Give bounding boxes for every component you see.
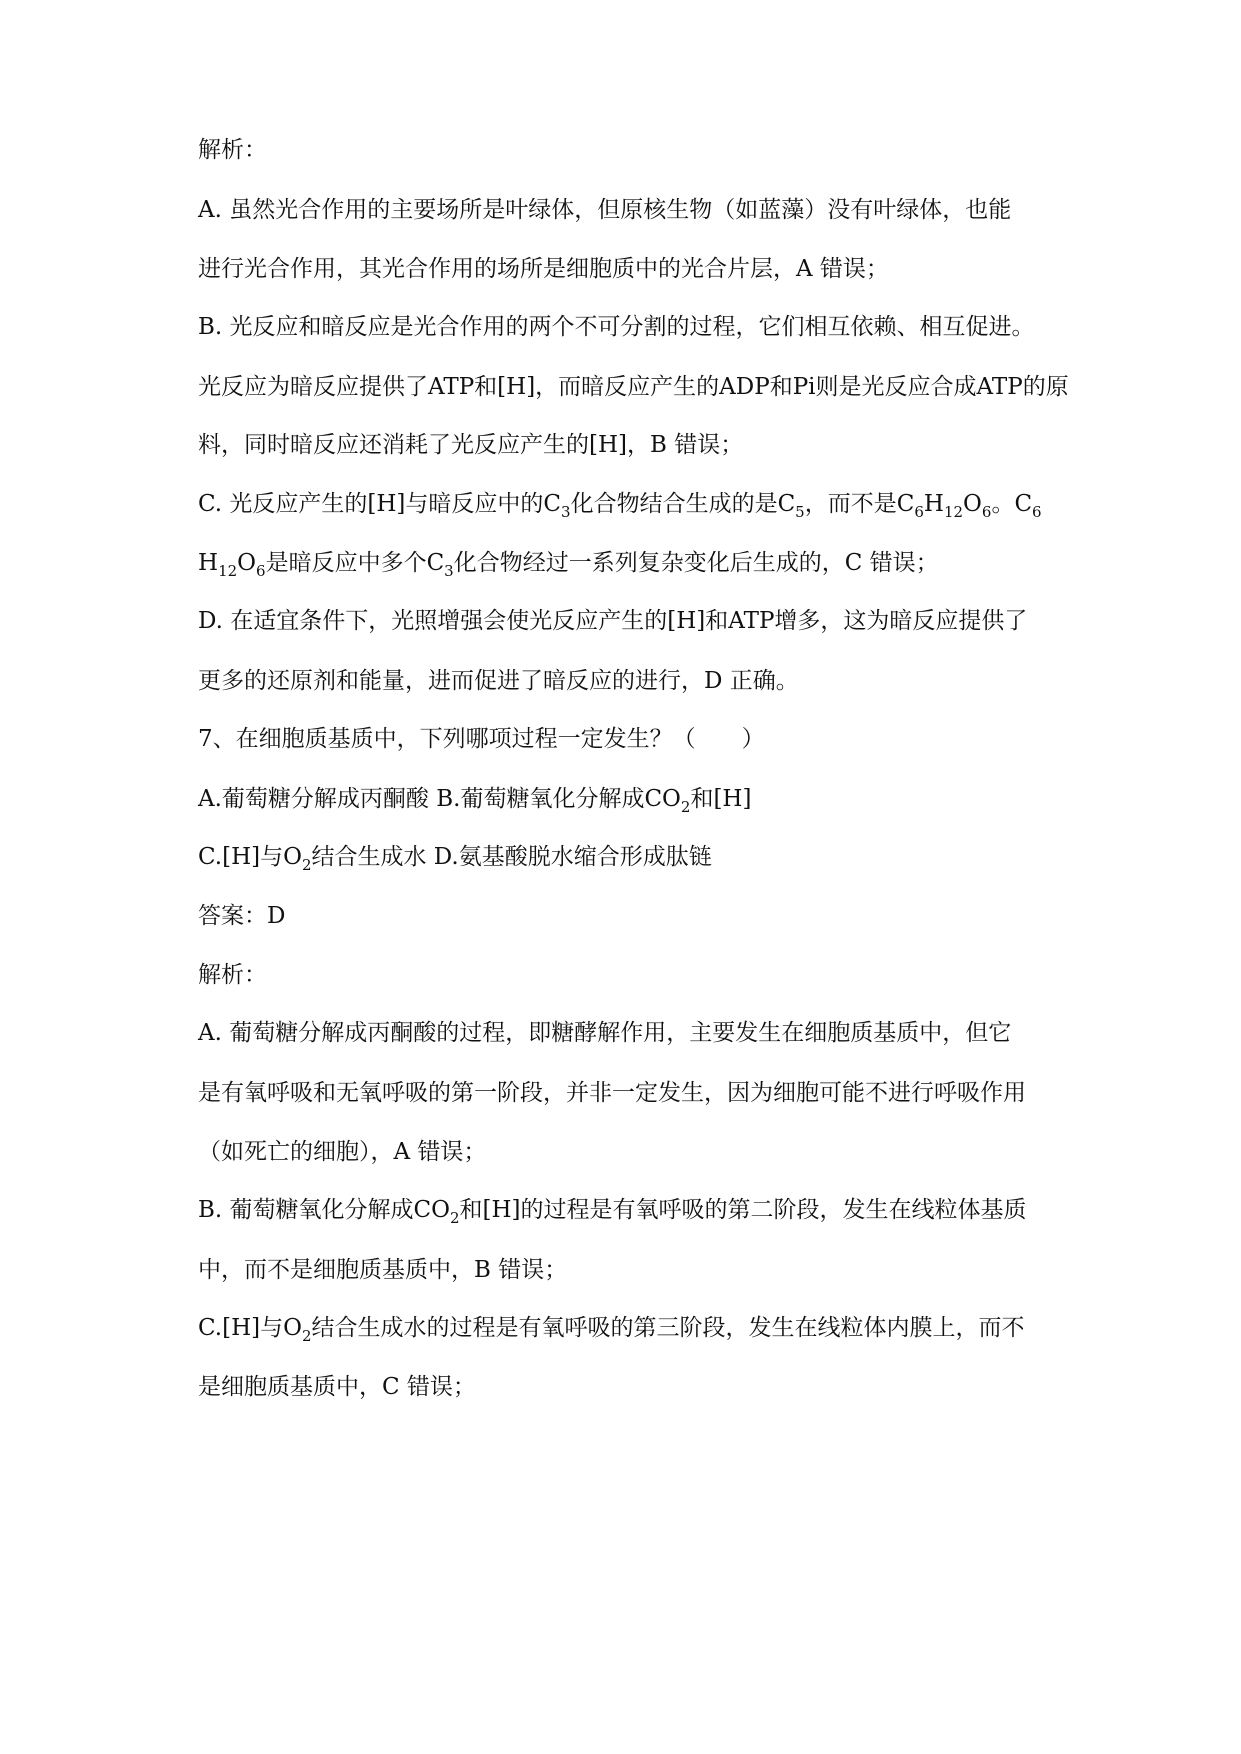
s2-option-b-line2: 中，而不是细胞质基质中，B 错误； (198, 1257, 568, 1283)
text-run: 化合物经过一系列复杂变化后生成的，C 错误； (453, 550, 939, 576)
text-run: B. 葡萄糖氧化分解成CO (198, 1197, 450, 1223)
subscript: 5 (795, 503, 805, 521)
text-run: 和[H]的过程是有氧呼吸的第二阶段，发生在线粒体基质 (459, 1197, 1027, 1223)
subscript: 12 (943, 503, 964, 521)
subscript: 6 (256, 562, 266, 580)
s2-option-c-line1 (198, 1313, 1025, 1343)
text-run: ，而不是C (804, 491, 915, 517)
s1-option-b-line3: 料，同时暗反应还消耗了光反应产生的[H]，B 错误； (198, 432, 744, 458)
text-run: 和[H] (690, 786, 752, 812)
s1-option-c-line2 (198, 548, 939, 578)
s2-option-a-line3: （如死亡的细胞），A 错误； (198, 1139, 487, 1165)
s1-option-b-line2: 光反应为暗反应提供了ATP和[H]，而暗反应产生的ADP和Pi则是光反应合成ATP的原 (198, 374, 1069, 400)
section2-heading: 解析： (198, 962, 267, 988)
subscript: 2 (449, 1209, 460, 1227)
s1-option-d-line1: D. 在适宜条件下，光照增强会使光反应产生的[H]和ATP增多，这为暗反应提供了 (198, 608, 1028, 634)
subscript: 2 (680, 798, 691, 816)
subscript: 6 (1032, 503, 1042, 521)
text-run: 。C (991, 491, 1033, 517)
text-run: C.[H]与O (198, 1315, 302, 1341)
text-run: A.葡萄糖分解成丙酮酸 B.葡萄糖氧化分解成CO (198, 786, 681, 812)
text-run: 结合生成水的过程是有氧呼吸的第三阶段，发生在线粒体内膜上，而不 (311, 1315, 1025, 1341)
text-run: 化合物结合生成的是C (570, 491, 796, 517)
question7-options-ab (198, 784, 751, 814)
text-run: H (923, 491, 944, 517)
question7-options-cd (198, 842, 712, 872)
section1-heading: 解析： (198, 137, 267, 163)
s2-option-a-line2: 是有氧呼吸和无氧呼吸的第一阶段，并非一定发生，因为细胞可能不进行呼吸作用 (198, 1080, 1026, 1106)
s2-option-a-line1: A. 葡萄糖分解成丙酮酸的过程，即糖酵解作用，主要发生在细胞质基质中，但它 (198, 1020, 1012, 1046)
question7-stem: 7、在细胞质基质中，下列哪项过程一定发生？（ ） (198, 726, 765, 752)
subscript: 2 (301, 1327, 312, 1345)
text-run: H (198, 550, 219, 576)
text-run: C. 光反应产生的[H]与暗反应中的C (198, 491, 562, 517)
s2-option-c-line2: 是细胞质基质中，C 错误； (198, 1374, 476, 1400)
subscript: 6 (914, 503, 924, 521)
text-run: C.[H]与O (198, 844, 302, 870)
text-run: 结合生成水 D.氨基酸脱水缩合形成肽链 (311, 844, 712, 870)
s1-option-d-line2: 更多的还原剂和能量，进而促进了暗反应的进行，D 正确。 (198, 668, 799, 694)
subscript: 3 (561, 503, 571, 521)
question7-answer: 答案：D (198, 903, 286, 929)
s1-option-a-line1: A. 虽然光合作用的主要场所是叶绿体，但原核生物（如蓝藻）没有叶绿体，也能 (198, 197, 1012, 223)
s1-option-b-line1: B. 光反应和暗反应是光合作用的两个不可分割的过程，它们相互依赖、相互促进。 (198, 314, 1035, 340)
text-run: O (237, 550, 257, 576)
text-run: 是暗反应中多个C (265, 550, 445, 576)
s1-option-a-line2: 进行光合作用，其光合作用的场所是细胞质中的光合片层，A 错误； (198, 256, 889, 282)
subscript: 2 (301, 856, 312, 874)
text-run: O (963, 491, 982, 517)
subscript: 6 (981, 503, 992, 521)
subscript: 12 (218, 562, 238, 580)
s2-option-b-line1 (198, 1195, 1027, 1225)
subscript: 3 (444, 562, 454, 580)
s1-option-c-line1 (198, 489, 1042, 519)
